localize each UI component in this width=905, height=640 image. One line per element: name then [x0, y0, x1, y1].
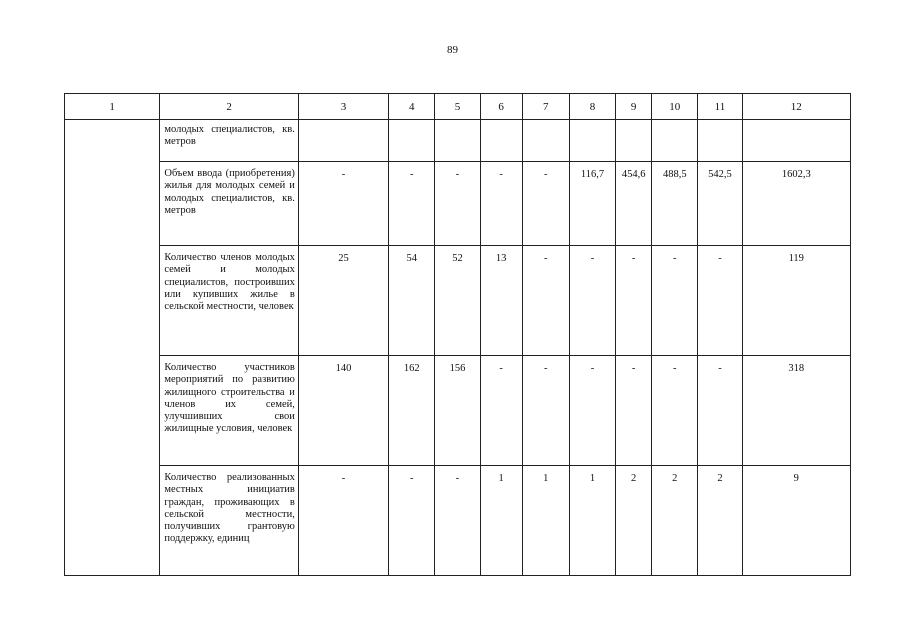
- table-cell: [298, 120, 388, 162]
- table-cell: -: [298, 466, 388, 576]
- table-cell: 2: [698, 466, 742, 576]
- table-cell: 13: [480, 246, 522, 356]
- table-cell: 25: [298, 246, 388, 356]
- table-cell: 1: [569, 466, 615, 576]
- table-cell: 2: [652, 466, 698, 576]
- column-header: 6: [480, 94, 522, 120]
- table-cell: 54: [389, 246, 435, 356]
- table-row: [65, 120, 851, 162]
- table-cell: -: [652, 246, 698, 356]
- column-header: 10: [652, 94, 698, 120]
- table-cell: -: [522, 246, 569, 356]
- table-cell: 119: [742, 246, 850, 356]
- indicator-description: Количество участников мероприятий по развитию жилищного строительства и членов их семей, улучшивших свои жилищные условия, человек: [160, 356, 299, 466]
- indicator-description: Количество членов молодых семей и молодых специалистов, построивших или купивших жилье в сельской местности, человек: [160, 246, 299, 356]
- data-table: [64, 93, 851, 576]
- table-cell: -: [569, 246, 615, 356]
- table-cell: -: [698, 356, 742, 466]
- table-cell: -: [435, 466, 480, 576]
- table-cell: [698, 120, 742, 162]
- indicator-description: Количество реализованных местных инициатив граждан, проживающих в сельской местности, получивших грантовую поддержку, единиц: [160, 466, 299, 576]
- table-cell: 156: [435, 356, 480, 466]
- table-cell: 318: [742, 356, 850, 466]
- table-cell: -: [480, 162, 522, 246]
- column-header: 3: [298, 94, 388, 120]
- table-cell: [435, 120, 480, 162]
- table-cell: [616, 120, 652, 162]
- table-row: [65, 356, 851, 466]
- table-cell: [652, 120, 698, 162]
- table-cell: -: [522, 356, 569, 466]
- table-cell: 542,5: [698, 162, 742, 246]
- column-header: 11: [698, 94, 742, 120]
- table-cell: 116,7: [569, 162, 615, 246]
- column-header: 1: [65, 94, 160, 120]
- column-header: 5: [435, 94, 480, 120]
- column-header: 8: [569, 94, 615, 120]
- table-cell: 454,6: [616, 162, 652, 246]
- table-row: [65, 162, 851, 246]
- table-cell: -: [616, 356, 652, 466]
- column-header: 9: [616, 94, 652, 120]
- table-cell: [389, 120, 435, 162]
- table-cell: -: [569, 356, 615, 466]
- table-cell: 2: [616, 466, 652, 576]
- column-header: 12: [742, 94, 850, 120]
- indicator-description: молодых специалистов, кв. метров: [160, 120, 299, 162]
- table-cell: 140: [298, 356, 388, 466]
- table-cell: [742, 120, 850, 162]
- table-cell: [522, 120, 569, 162]
- table-cell: -: [298, 162, 388, 246]
- table-header-row: [65, 94, 851, 120]
- table-cell: 52: [435, 246, 480, 356]
- table-cell: -: [389, 162, 435, 246]
- merged-first-column-cell: [65, 120, 160, 576]
- page-number: 89: [447, 44, 458, 56]
- table-cell: -: [435, 162, 480, 246]
- column-header: 2: [160, 94, 299, 120]
- indicator-description: Объем ввода (приобретения) жилья для молодых семей и молодых специалистов, кв. метров: [160, 162, 299, 246]
- table-cell: 9: [742, 466, 850, 576]
- table-cell: -: [698, 246, 742, 356]
- table-cell: -: [652, 356, 698, 466]
- column-header: 4: [389, 94, 435, 120]
- table-cell: 1602,3: [742, 162, 850, 246]
- table-row: [65, 246, 851, 356]
- table-cell: [569, 120, 615, 162]
- table-cell: [480, 120, 522, 162]
- table-row: [65, 466, 851, 576]
- table-cell: -: [616, 246, 652, 356]
- table-cell: 488,5: [652, 162, 698, 246]
- table-cell: 162: [389, 356, 435, 466]
- table-cell: 1: [522, 466, 569, 576]
- column-header: 7: [522, 94, 569, 120]
- table-cell: -: [389, 466, 435, 576]
- table-cell: 1: [480, 466, 522, 576]
- table-cell: -: [522, 162, 569, 246]
- table-cell: -: [480, 356, 522, 466]
